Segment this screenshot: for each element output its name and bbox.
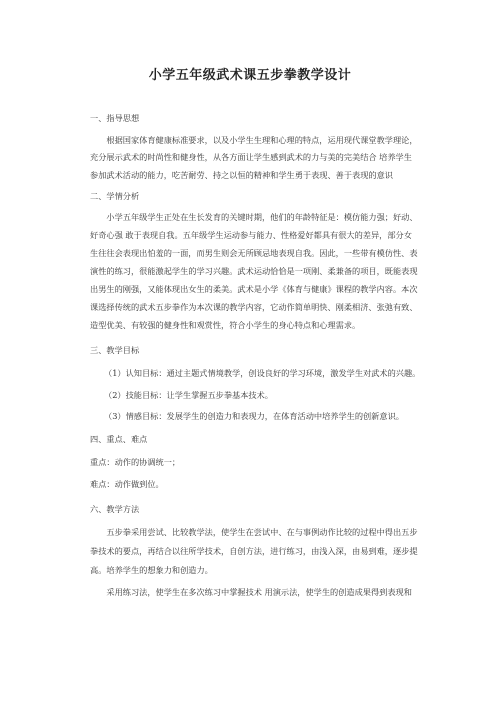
paragraph-line: 拳技术的要点，再结合以往所学技术，自创方法，进行练习，由浅入深，由易到难，逐步提	[90, 546, 418, 556]
goal-item: （1）认知目标：通过主题式情境教学，创设良好的学习环境，激发学生对武术的兴趣。	[104, 368, 421, 378]
section-heading-key-points: 四、重点、难点	[90, 434, 148, 444]
section-heading-teaching-goals: 三、教学目标	[90, 345, 140, 355]
paragraph-line: 造型优美、有较强的健身性和观赏性，符合小学生的身心特点和心理需求。	[90, 320, 361, 330]
paragraph-line: 生往往会表现出怕羞的一面，而男生则会无所顾忌地表现自我。因此，一些带有模仿性、表	[90, 248, 418, 258]
section-heading-guiding-idea: 一、指导思想	[90, 113, 140, 123]
section-heading-student-analysis: 二、学情分析	[90, 191, 140, 201]
goal-item: （3）情感目标：发展学生的创造力和表现力，在体育活动中培养学生的创新意识。	[104, 411, 404, 421]
key-point-line: 重点：动作的协调统一；	[90, 457, 181, 467]
paragraph-line: 充分展示武术的时尚性和健身性，从各方面让学生感到武术的力与美的完美结合 培养学生	[90, 152, 412, 162]
section-heading-teaching-methods: 六、教学方法	[90, 504, 140, 514]
goal-item: （2）技能目标：让学生掌握五步拳基本技术。	[104, 390, 273, 400]
paragraph-line: 高。培养学生的想象力和创造力。	[90, 565, 213, 575]
paragraph-line: 采用练习法，使学生在多次练习中掌握技术 用演示法，使学生的创造成果得到表现和	[106, 587, 412, 597]
paragraph-line: 参加武术活动的能力，吃苦耐劳、持之以恒的精神和学生勇于表现、善于表现的意识	[90, 170, 393, 180]
paragraph-line: 五步拳采用尝试、比较教学法，使学生在尝试中、在与事例动作比较的过程中得出五步	[106, 527, 418, 537]
paragraph-line: 演性的练习，很能激起学生的学习兴趣。武术运动恰恰是一项刚、柔兼备的项目，既能表现	[90, 266, 418, 276]
document-title: 小学五年级武术课五步拳教学设计	[148, 68, 352, 83]
paragraph-line: 小学五年级学生正处在生长发育的关键时期，他们的年龄特征是：模仿能力强；好动、	[106, 212, 418, 222]
paragraph-line: 根据国家体育健康标准要求，以及小学生生理和心理的特点，运用现代课堂教学理论，	[106, 135, 418, 145]
paragraph-line: 课选择传统的武术五步拳作为本次课的教学内容，它动作简单明快、刚柔相济、张弛有致、	[90, 302, 418, 312]
difficulty-line: 难点：动作做到位。	[90, 479, 164, 489]
paragraph-line: 出男生的刚强，又能体现出女生的柔美。武术是小学《体育与健康》课程的教学内容。本次	[90, 284, 418, 294]
paragraph-line: 好奇心强 敢于表现自我。五年级学生运动参与能力、性格爱好都具有很大的差异，部分女	[90, 230, 412, 240]
